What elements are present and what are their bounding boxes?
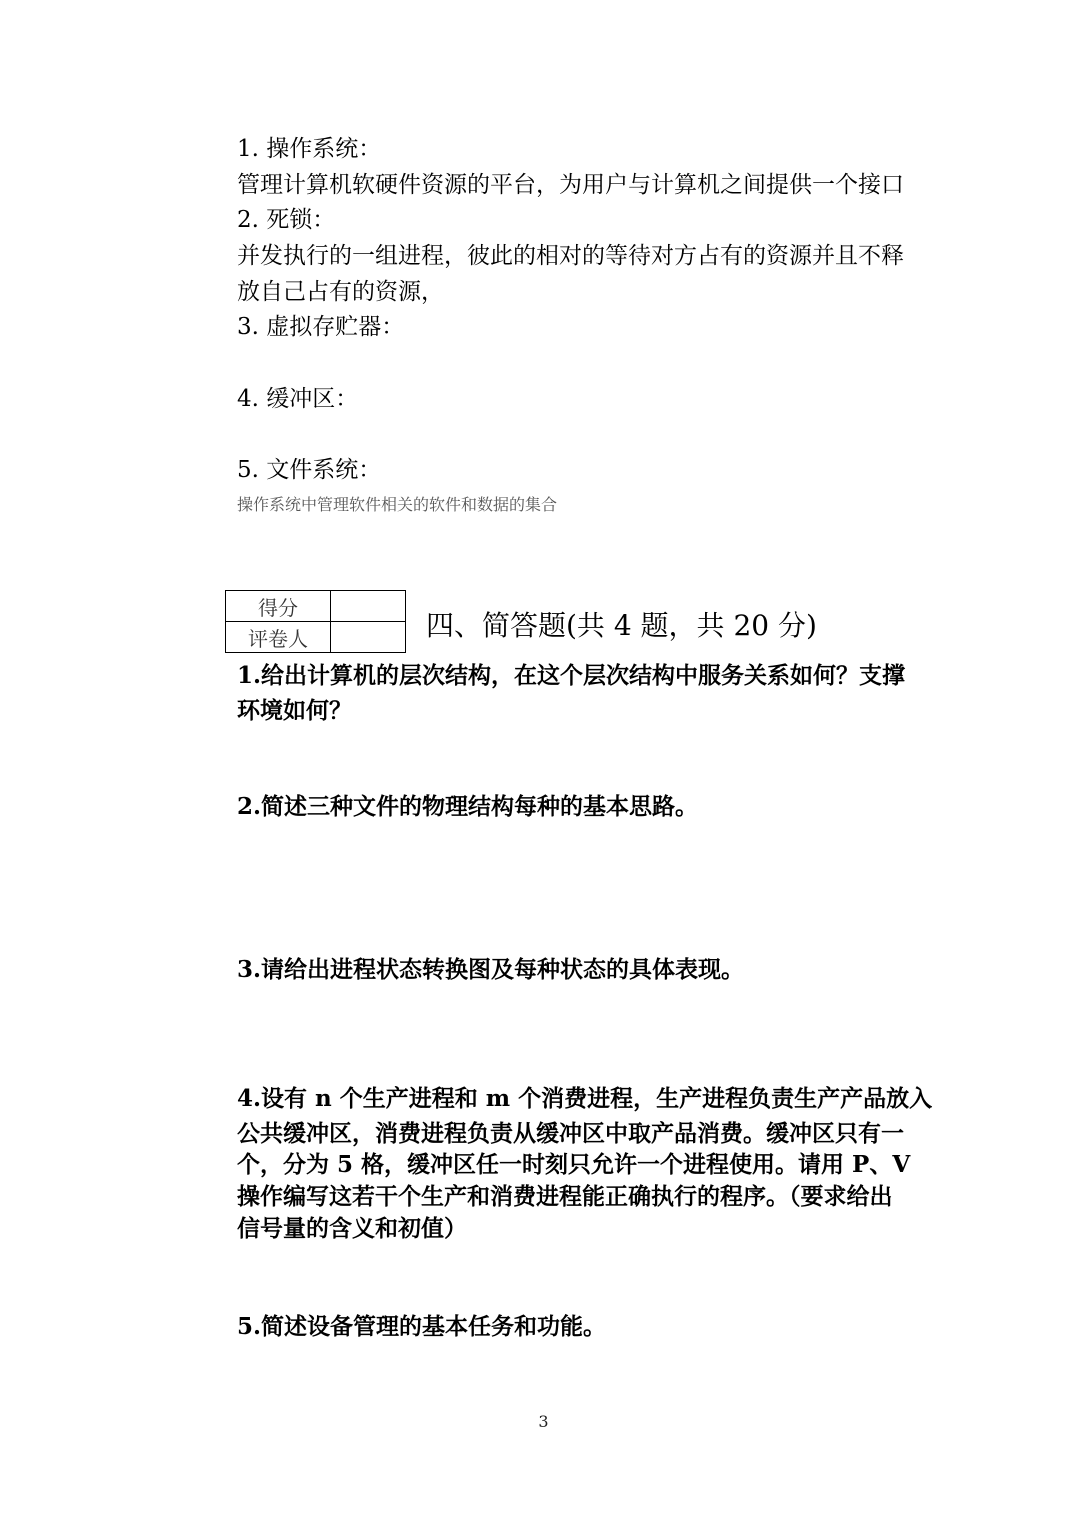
question-1-line-2: 环境如何？ (237, 697, 352, 724)
score-label: 得分 (226, 591, 331, 622)
definition-3-title: 3. 虚拟存贮器： (237, 314, 405, 340)
question-5: 5.简述设备管理的基本任务和功能。 (237, 1313, 607, 1340)
grader-label: 评卷人 (226, 622, 331, 653)
page-number: 3 (538, 1412, 549, 1431)
question-3: 3.请给出进程状态转换图及每种状态的具体表现。 (237, 956, 745, 983)
definition-1-title: 1. 操作系统： (237, 136, 382, 162)
definition-4-title: 4. 缓冲区： (237, 386, 359, 412)
definition-2-answer-line-2: 放自己占有的资源， (237, 279, 444, 305)
question-2: 2.简述三种文件的物理结构每种的基本思路。 (237, 793, 699, 820)
section-title: 四、简答题(共 4 题，共 20 分) (426, 609, 817, 642)
definition-5-title: 5. 文件系统： (237, 457, 382, 483)
question-4-line-5: 信号量的含义和初值） (237, 1215, 467, 1242)
score-box (225, 590, 406, 653)
grader-field (331, 622, 406, 653)
definition-1-answer: 管理计算机软硬件资源的平台，为用户与计算机之间提供一个接口 (237, 172, 904, 198)
question-4-line-3: 个，分为 5 格，缓冲区任一时刻只允许一个进程使用。请用 P、V (237, 1151, 911, 1178)
definition-5-answer: 操作系统中管理软件相关的软件和数据的集合 (237, 495, 558, 514)
question-4-line-1: 4.设有 n 个生产进程和 m 个消费进程，生产进程负责生产产品放入 (237, 1085, 933, 1112)
question-1-line-1: 1.给出计算机的层次结构，在这个层次结构中服务关系如何？支撑 (237, 662, 906, 689)
question-4-line-4: 操作编写这若干个生产和消费进程能正确执行的程序。（要求给出 (237, 1183, 893, 1210)
definition-2-answer-line-1: 并发执行的一组进程，彼此的相对的等待对方占有的资源并且不释 (237, 243, 904, 269)
question-4-line-2: 公共缓冲区，消费进程负责从缓冲区中取产品消费。缓冲区只有一 (237, 1120, 904, 1147)
definition-2-title: 2. 死锁： (237, 207, 336, 233)
score-field (331, 591, 406, 622)
